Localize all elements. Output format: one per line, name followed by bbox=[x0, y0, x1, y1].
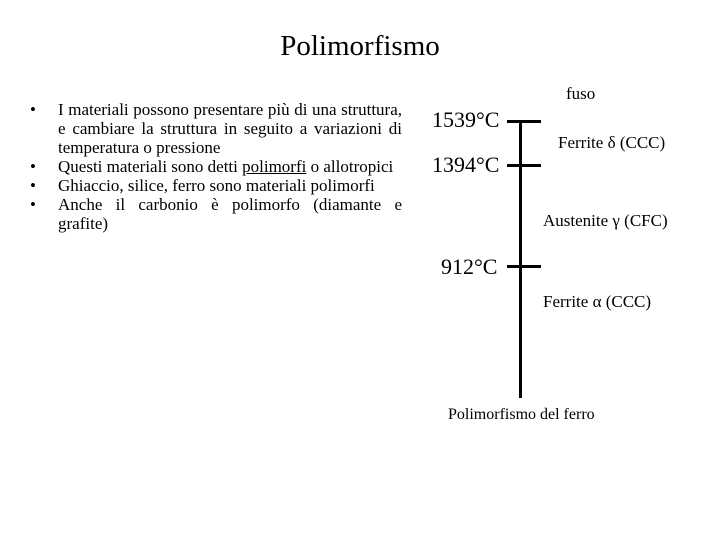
tick-1394 bbox=[507, 164, 541, 167]
temperature-label-1539: 1539°C bbox=[432, 107, 500, 132]
diagram-caption: Polimorfismo del ferro bbox=[448, 406, 595, 423]
bullet-text: I materiali possono presentare più di una struttura, e cambiare la struttura in seguito a variazioni di temperatura o pressione bbox=[58, 100, 402, 157]
bullet-text: Anche il carbonio è polimorfo (diamante e grafite) bbox=[58, 195, 402, 233]
tick-912 bbox=[507, 265, 541, 268]
temperature-label-1394: 1394°C bbox=[432, 152, 500, 177]
bullet-icon: • bbox=[30, 176, 36, 195]
bullet-item-2 bbox=[30, 157, 402, 176]
slide-title: Polimorfismo bbox=[280, 30, 440, 62]
bullet-item-1 bbox=[30, 100, 402, 157]
bullet-item-3 bbox=[30, 176, 402, 195]
phase-label-ferrite-delta: Ferrite δ (CCC) bbox=[558, 133, 666, 152]
temperature-label-912: 912°C bbox=[441, 254, 498, 279]
bullet-item-4 bbox=[30, 195, 402, 233]
bullet-text: Ghiaccio, silice, ferro sono materiali polimorfi bbox=[58, 176, 375, 195]
bullet-text-after: o allotropici bbox=[306, 157, 394, 176]
bullet-icon: • bbox=[30, 100, 36, 119]
phase-label-ferrite-alpha: Ferrite α (CCC) bbox=[543, 292, 652, 311]
bullet-text-before: Questi materiali sono detti bbox=[58, 157, 243, 176]
bullet-icon: • bbox=[30, 157, 36, 176]
bullet-underlined-term: polimorfi bbox=[242, 157, 307, 176]
tick-1539 bbox=[507, 120, 541, 123]
bullet-icon: • bbox=[30, 195, 36, 214]
phase-label-austenite-gamma: Austenite γ (CFC) bbox=[543, 211, 668, 230]
melt-label: fuso bbox=[566, 84, 596, 103]
bullet-list bbox=[30, 100, 402, 233]
